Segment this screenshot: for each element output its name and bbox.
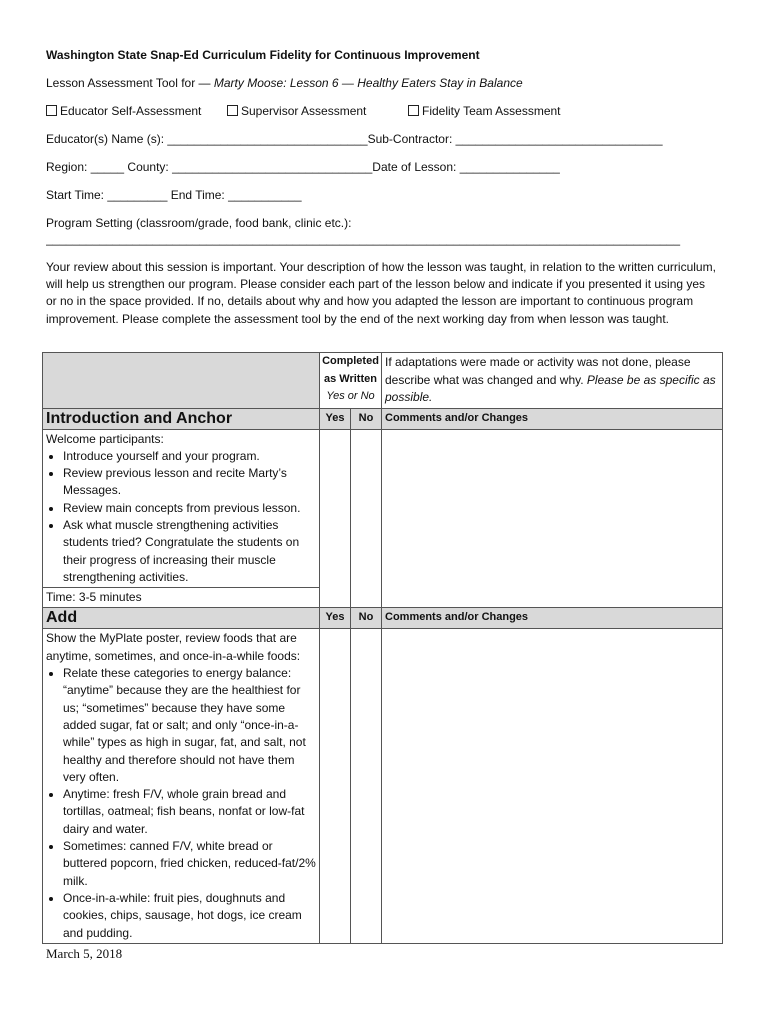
document-subtitle bbox=[46, 76, 523, 90]
checkbox-box[interactable] bbox=[46, 105, 57, 116]
section-body-intro bbox=[43, 429, 723, 588]
region-line[interactable]: Region: _____ County: ______________________________Date of Lesson: _______________ bbox=[46, 160, 560, 174]
subtitle-prefix: Lesson Assessment Tool for — bbox=[46, 76, 214, 90]
comments-header: Comments and/or Changes bbox=[382, 408, 723, 429]
activity-description bbox=[43, 429, 320, 588]
activity-bullets bbox=[46, 665, 316, 942]
list-item: • Review previous lesson and recite Marty’s Messages. bbox=[63, 465, 316, 500]
completed-header bbox=[320, 353, 382, 409]
checkbox-label: Supervisor Assessment bbox=[241, 104, 367, 118]
list-item: • Anytime: fresh F/V, whole grain bread and tortillas, oatmeal; fish beans, nonfat or low-fat dairy and water. bbox=[63, 786, 316, 838]
section-header-intro bbox=[43, 408, 723, 429]
list-item: • Review main concepts from previous lesson. bbox=[63, 500, 316, 517]
comments-header: Comments and/or Changes bbox=[382, 608, 723, 629]
section-title: Add bbox=[43, 608, 320, 629]
activity-intro: Show the MyPlate poster, review foods that are anytime, sometimes, and once-in-a-while foods: bbox=[46, 631, 301, 663]
yes-or-no-label: Yes or No bbox=[326, 390, 375, 402]
educator-name-line[interactable]: Educator(s) Name (s): ______________________________Sub-Contractor: _______________________________ bbox=[46, 132, 663, 146]
comments-cell[interactable] bbox=[382, 629, 723, 943]
activity-intro: Welcome participants: bbox=[46, 431, 164, 446]
adaptations-text: If adaptations were made or activity was not done, please describe what was changed and why. bbox=[385, 355, 691, 387]
document-title: Washington State Snap-Ed Curriculum Fidelity for Continuous Improvement bbox=[46, 48, 480, 62]
checkbox-box[interactable] bbox=[408, 105, 419, 116]
comments-cell[interactable] bbox=[382, 429, 723, 608]
no-cell[interactable] bbox=[351, 429, 382, 608]
section-body-add bbox=[43, 629, 723, 943]
time-line[interactable]: Start Time: _________ End Time: ___________ bbox=[46, 188, 302, 202]
adaptations-italic: Please be as specific as possible. bbox=[385, 372, 716, 404]
yes-cell[interactable] bbox=[320, 429, 351, 608]
table-header-row bbox=[43, 353, 723, 409]
program-setting-label: Program Setting (classroom/grade, food bank, clinic etc.): bbox=[46, 216, 352, 230]
list-item: • Introduce yourself and your program. bbox=[63, 448, 316, 465]
yes-header: Yes bbox=[320, 408, 351, 429]
activity-bullets bbox=[46, 448, 316, 586]
no-header: No bbox=[351, 608, 382, 629]
completed-label: Completed bbox=[322, 355, 379, 367]
no-cell[interactable] bbox=[351, 629, 382, 943]
checkbox-educator[interactable] bbox=[46, 104, 201, 118]
list-item: • Sometimes: canned F/V, white bread or buttered popcorn, fried chicken, reduced-fat/2% milk. bbox=[63, 838, 316, 890]
lesson-name: Marty Moose: Lesson 6 — Healthy Eaters Stay in Balance bbox=[213, 76, 523, 90]
section-header-add bbox=[43, 608, 723, 629]
checkbox-label: Fidelity Team Assessment bbox=[422, 104, 561, 118]
program-setting-field[interactable]: _______________________________________________________________________________________________ bbox=[46, 232, 681, 246]
checkbox-label: Educator Self-Assessment bbox=[60, 104, 202, 118]
yes-cell[interactable] bbox=[320, 629, 351, 943]
list-item: • Once-in-a-while: fruit pies, doughnuts and cookies, chips, sausage, hot dogs, ice cream and pudding. bbox=[63, 890, 316, 942]
checkbox-box[interactable] bbox=[227, 105, 238, 116]
adaptations-header bbox=[382, 353, 723, 409]
section-title: Introduction and Anchor bbox=[43, 408, 320, 429]
as-written-label: as Written bbox=[324, 372, 377, 385]
activity-description bbox=[43, 629, 320, 943]
footer-date: March 5, 2018 bbox=[46, 946, 123, 961]
list-item: • Relate these categories to energy balance: “anytime” because they are the healthiest for us; “sometimes” because they have some added sugar, fat or salt; and only “once-in-a-while” types as high in sugar, fat, and salt, not healthy and therefore should not have them very often. bbox=[63, 665, 316, 786]
time-cell: Time: 3-5 minutes bbox=[43, 588, 320, 608]
no-header: No bbox=[351, 408, 382, 429]
checkbox-fidelity-team[interactable] bbox=[408, 104, 561, 118]
list-item: • Ask what muscle strengthening activities students tried? Congratulate the students on their progress of increasing their muscle strengthening activities. bbox=[63, 517, 316, 586]
header-blank-cell bbox=[43, 353, 320, 409]
assessment-table bbox=[42, 352, 723, 944]
yes-header: Yes bbox=[320, 608, 351, 629]
checkbox-supervisor[interactable] bbox=[227, 104, 366, 118]
instructions-paragraph: Your review about this session is important. Your description of how the lesson was taught, in relation to the written curriculum, will help us strengthen our program. Please consider each part of the lesson below and indicate if you presented it using yes or no in the space provided. If no, details about why and how you adapted the lesson are important to continuous program improvement. Please complete the assessment tool by the end of the next working day from when lesson was taught. bbox=[46, 260, 716, 326]
